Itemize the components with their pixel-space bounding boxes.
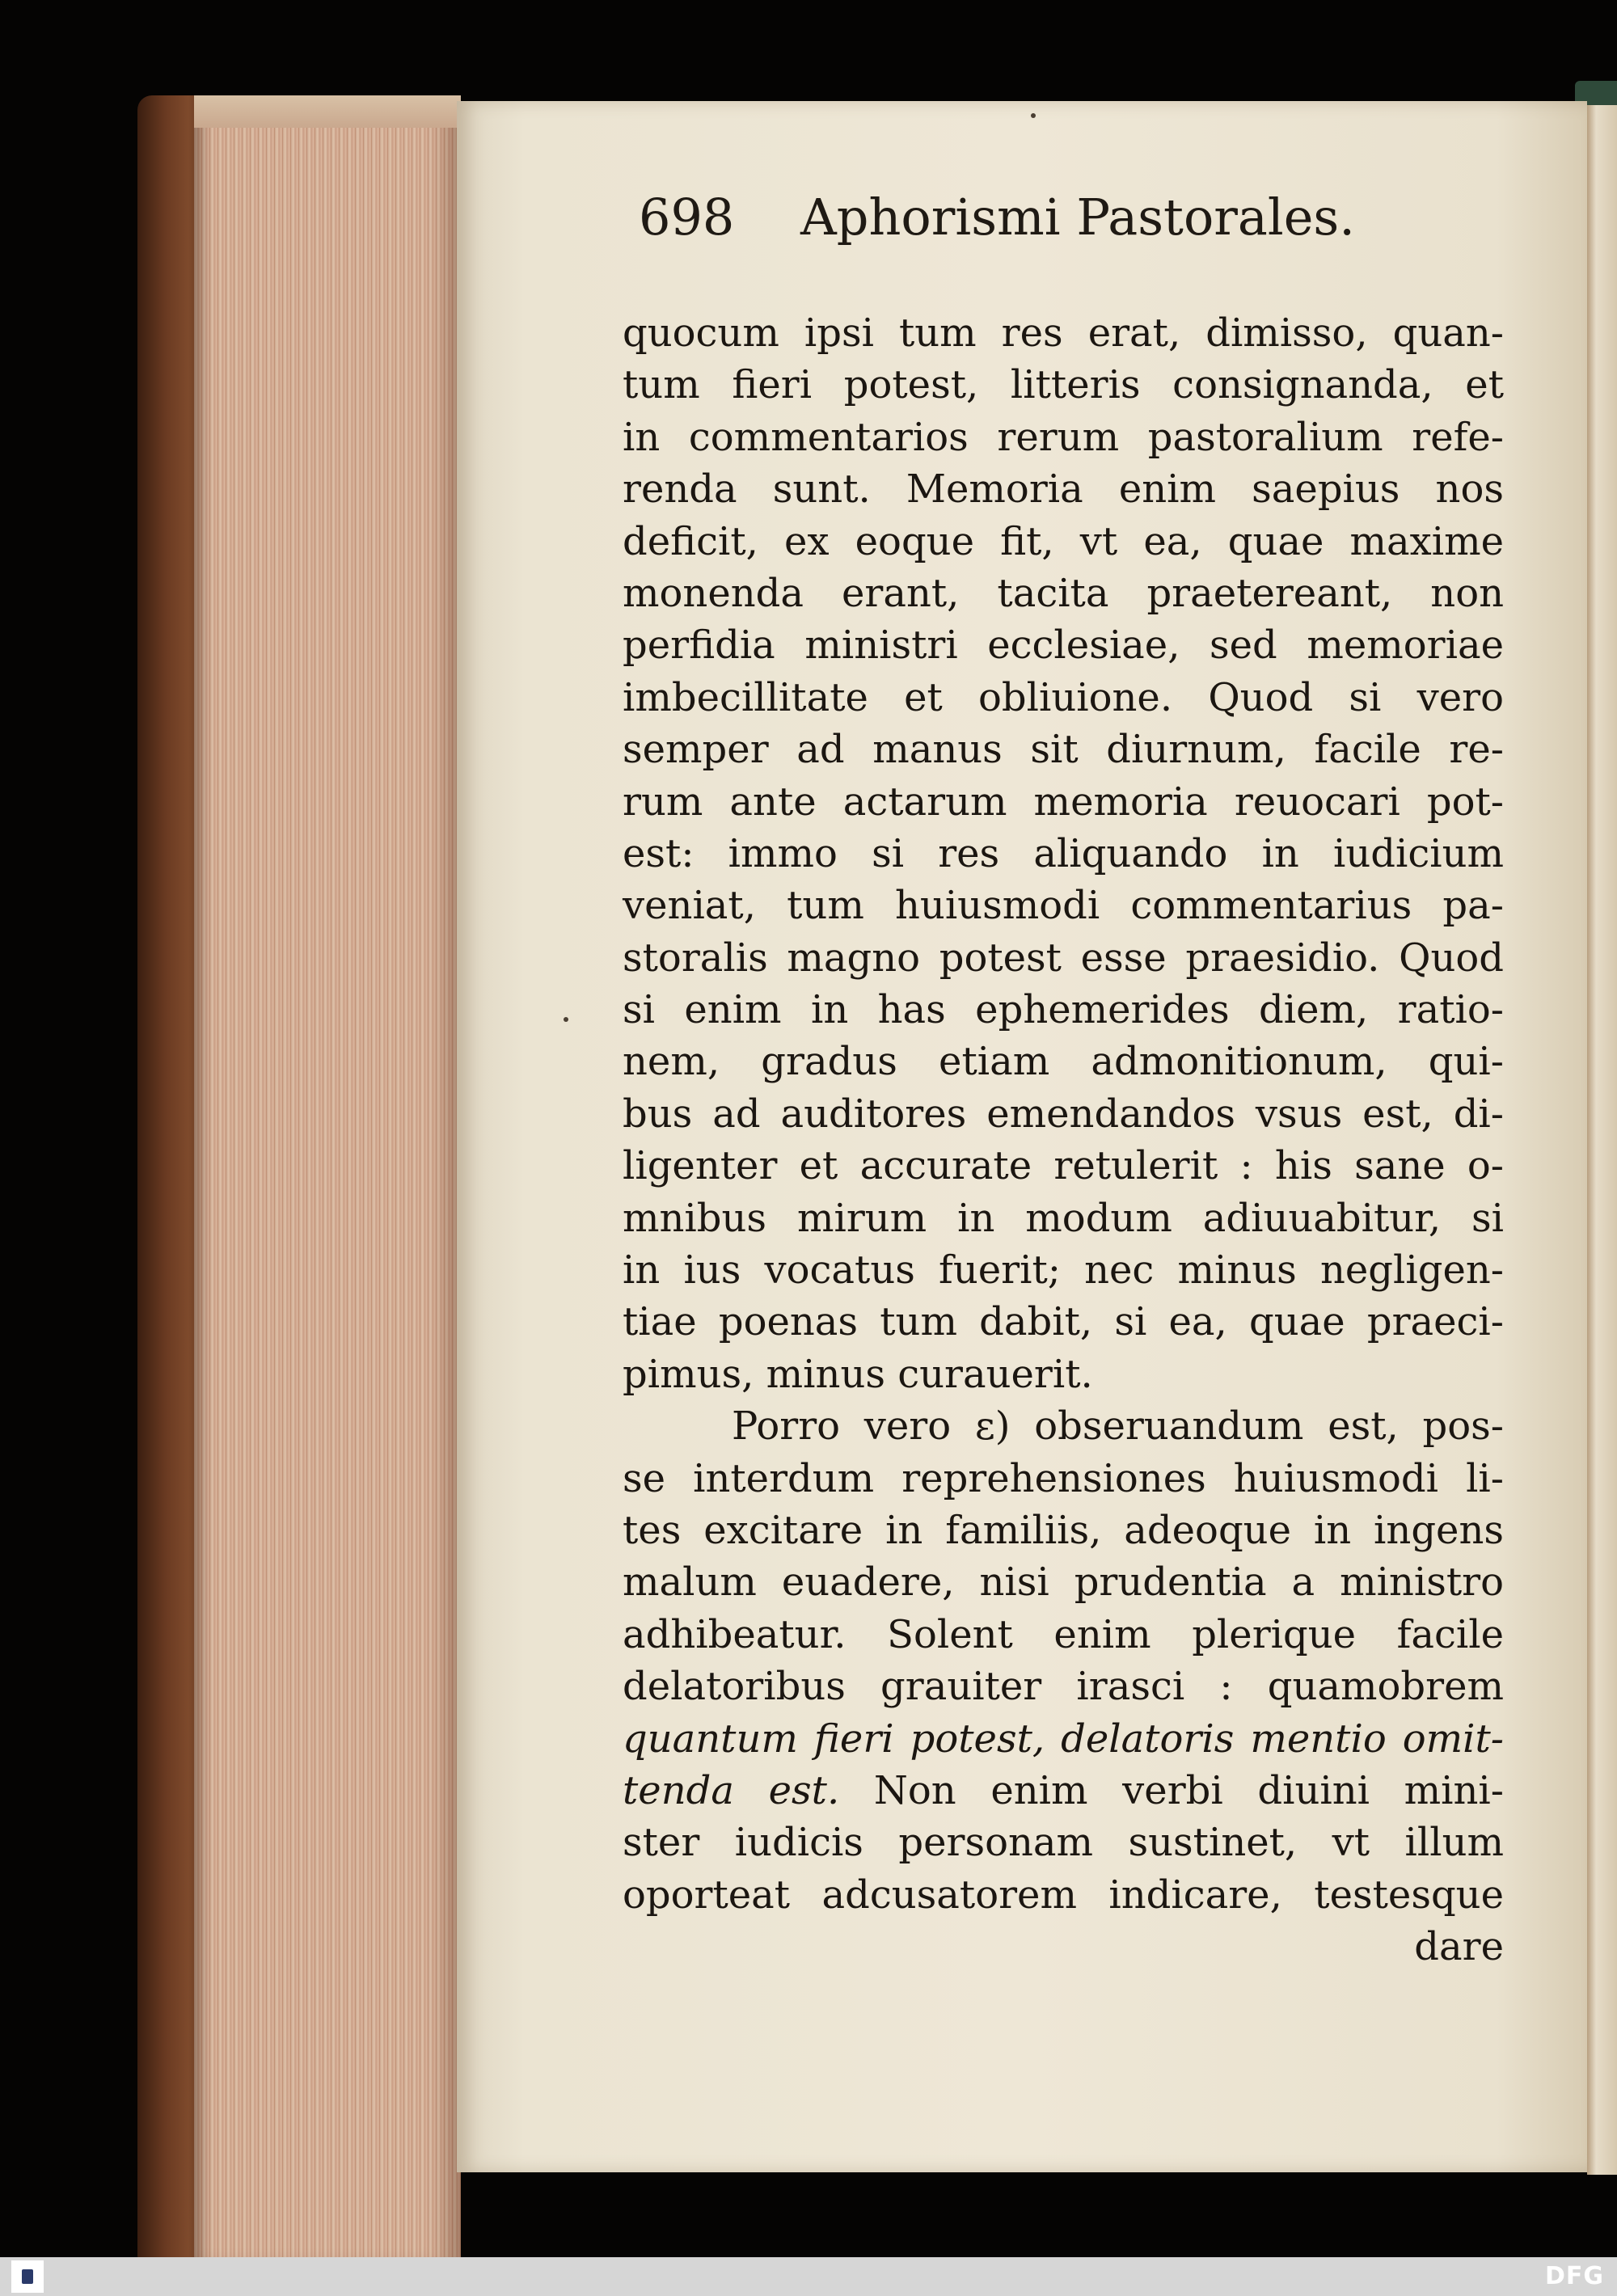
text-line: oporteat adcusatorem indicare, testesque bbox=[623, 1872, 1504, 1918]
text-line: nem, gradus etiam admonitionum, qui- bbox=[623, 1039, 1504, 1085]
text-line: in ius vocatus fuerit; nec minus negligen- bbox=[623, 1247, 1504, 1294]
text-line: se interdum reprehensiones huiusmodi li- bbox=[623, 1455, 1504, 1501]
text-line: tiae poenas tum dabit, si ea, quae praeci- bbox=[623, 1299, 1504, 1345]
text-line: ster iudicis personam sustinet, vt illum bbox=[623, 1820, 1504, 1866]
text-line: delatoribus grauiter irasci : quamobrem bbox=[623, 1664, 1504, 1710]
mixed-line bbox=[623, 1765, 1504, 1817]
text-line: mnibus mirum in modum adiuuabitur, si bbox=[623, 1195, 1504, 1241]
facing-page-edge bbox=[1587, 105, 1617, 2175]
library-emblem-icon bbox=[22, 2269, 33, 2284]
text-line: perfidia ministri ecclesiae, sed memoriae bbox=[623, 623, 1504, 669]
viewer-footer-bar bbox=[0, 2257, 1617, 2296]
page-heading: Aphorismi Pastorales. bbox=[800, 188, 1355, 247]
text-line: renda sunt. Memoria enim saepius nos bbox=[623, 466, 1504, 513]
italic-line: quantum fieri potest, delatoris mentio omit- bbox=[623, 1716, 1504, 1762]
catchword: dare bbox=[1414, 1924, 1504, 1970]
text-line: malum euadere, nisi prudentia a ministro bbox=[623, 1560, 1504, 1606]
text-line: monenda erant, tacita praetereant, non bbox=[623, 570, 1504, 616]
text-line: adhibeatur. Solent enim plerique facile bbox=[623, 1611, 1504, 1657]
text-line: tum fieri potest, litteris consignanda, et bbox=[623, 362, 1504, 408]
text-line: in commentarios rerum pastoralium refe- bbox=[623, 414, 1504, 460]
page-number: 698 bbox=[639, 188, 735, 247]
text-line: tes excitare in familiis, adeoque in ingens bbox=[623, 1507, 1504, 1553]
text-line: deficit, ex eoque fit, vt ea, quae maxime bbox=[623, 518, 1504, 564]
page-block-edge bbox=[194, 95, 461, 2270]
text-line: bus ad auditores emendandos vsus est, di- bbox=[623, 1091, 1504, 1137]
body-text bbox=[623, 307, 1504, 1973]
text-line: semper ad manus sit diurnum, facile re- bbox=[623, 727, 1504, 773]
italic-phrase: tenda est. bbox=[623, 1767, 840, 1813]
page-block-top bbox=[194, 95, 461, 128]
text-line: si enim in has ephemerides diem, ratio- bbox=[623, 987, 1504, 1033]
running-head bbox=[639, 188, 1528, 260]
paragraph-end-line: pimus, minus curauerit. bbox=[623, 1351, 1093, 1397]
text-line: est: immo si res aliquando in iudicium bbox=[623, 830, 1504, 876]
paragraph-start-line: Porro vero ε) obseruandum est, pos- bbox=[732, 1403, 1504, 1450]
speck bbox=[1031, 113, 1036, 118]
text-line: veniat, tum huiusmodi commentarius pa- bbox=[623, 883, 1504, 929]
text-line: quocum ipsi tum res erat, dimisso, quan- bbox=[623, 310, 1504, 356]
text-line: rum ante actarum memoria reuocari pot- bbox=[623, 779, 1504, 825]
text-line: storalis magno potest esse praesidio. Quod bbox=[623, 935, 1504, 981]
dfg-logo: DFG bbox=[1544, 2262, 1604, 2290]
roman-phrase: Non enim verbi diuini mini- bbox=[839, 1767, 1505, 1813]
library-logo-icon bbox=[11, 2260, 44, 2293]
text-line: ligenter et accurate retulerit : his sane o- bbox=[623, 1143, 1504, 1189]
speck bbox=[564, 1017, 568, 1022]
text-line: imbecillitate et obliuione. Quod si vero bbox=[623, 674, 1504, 720]
